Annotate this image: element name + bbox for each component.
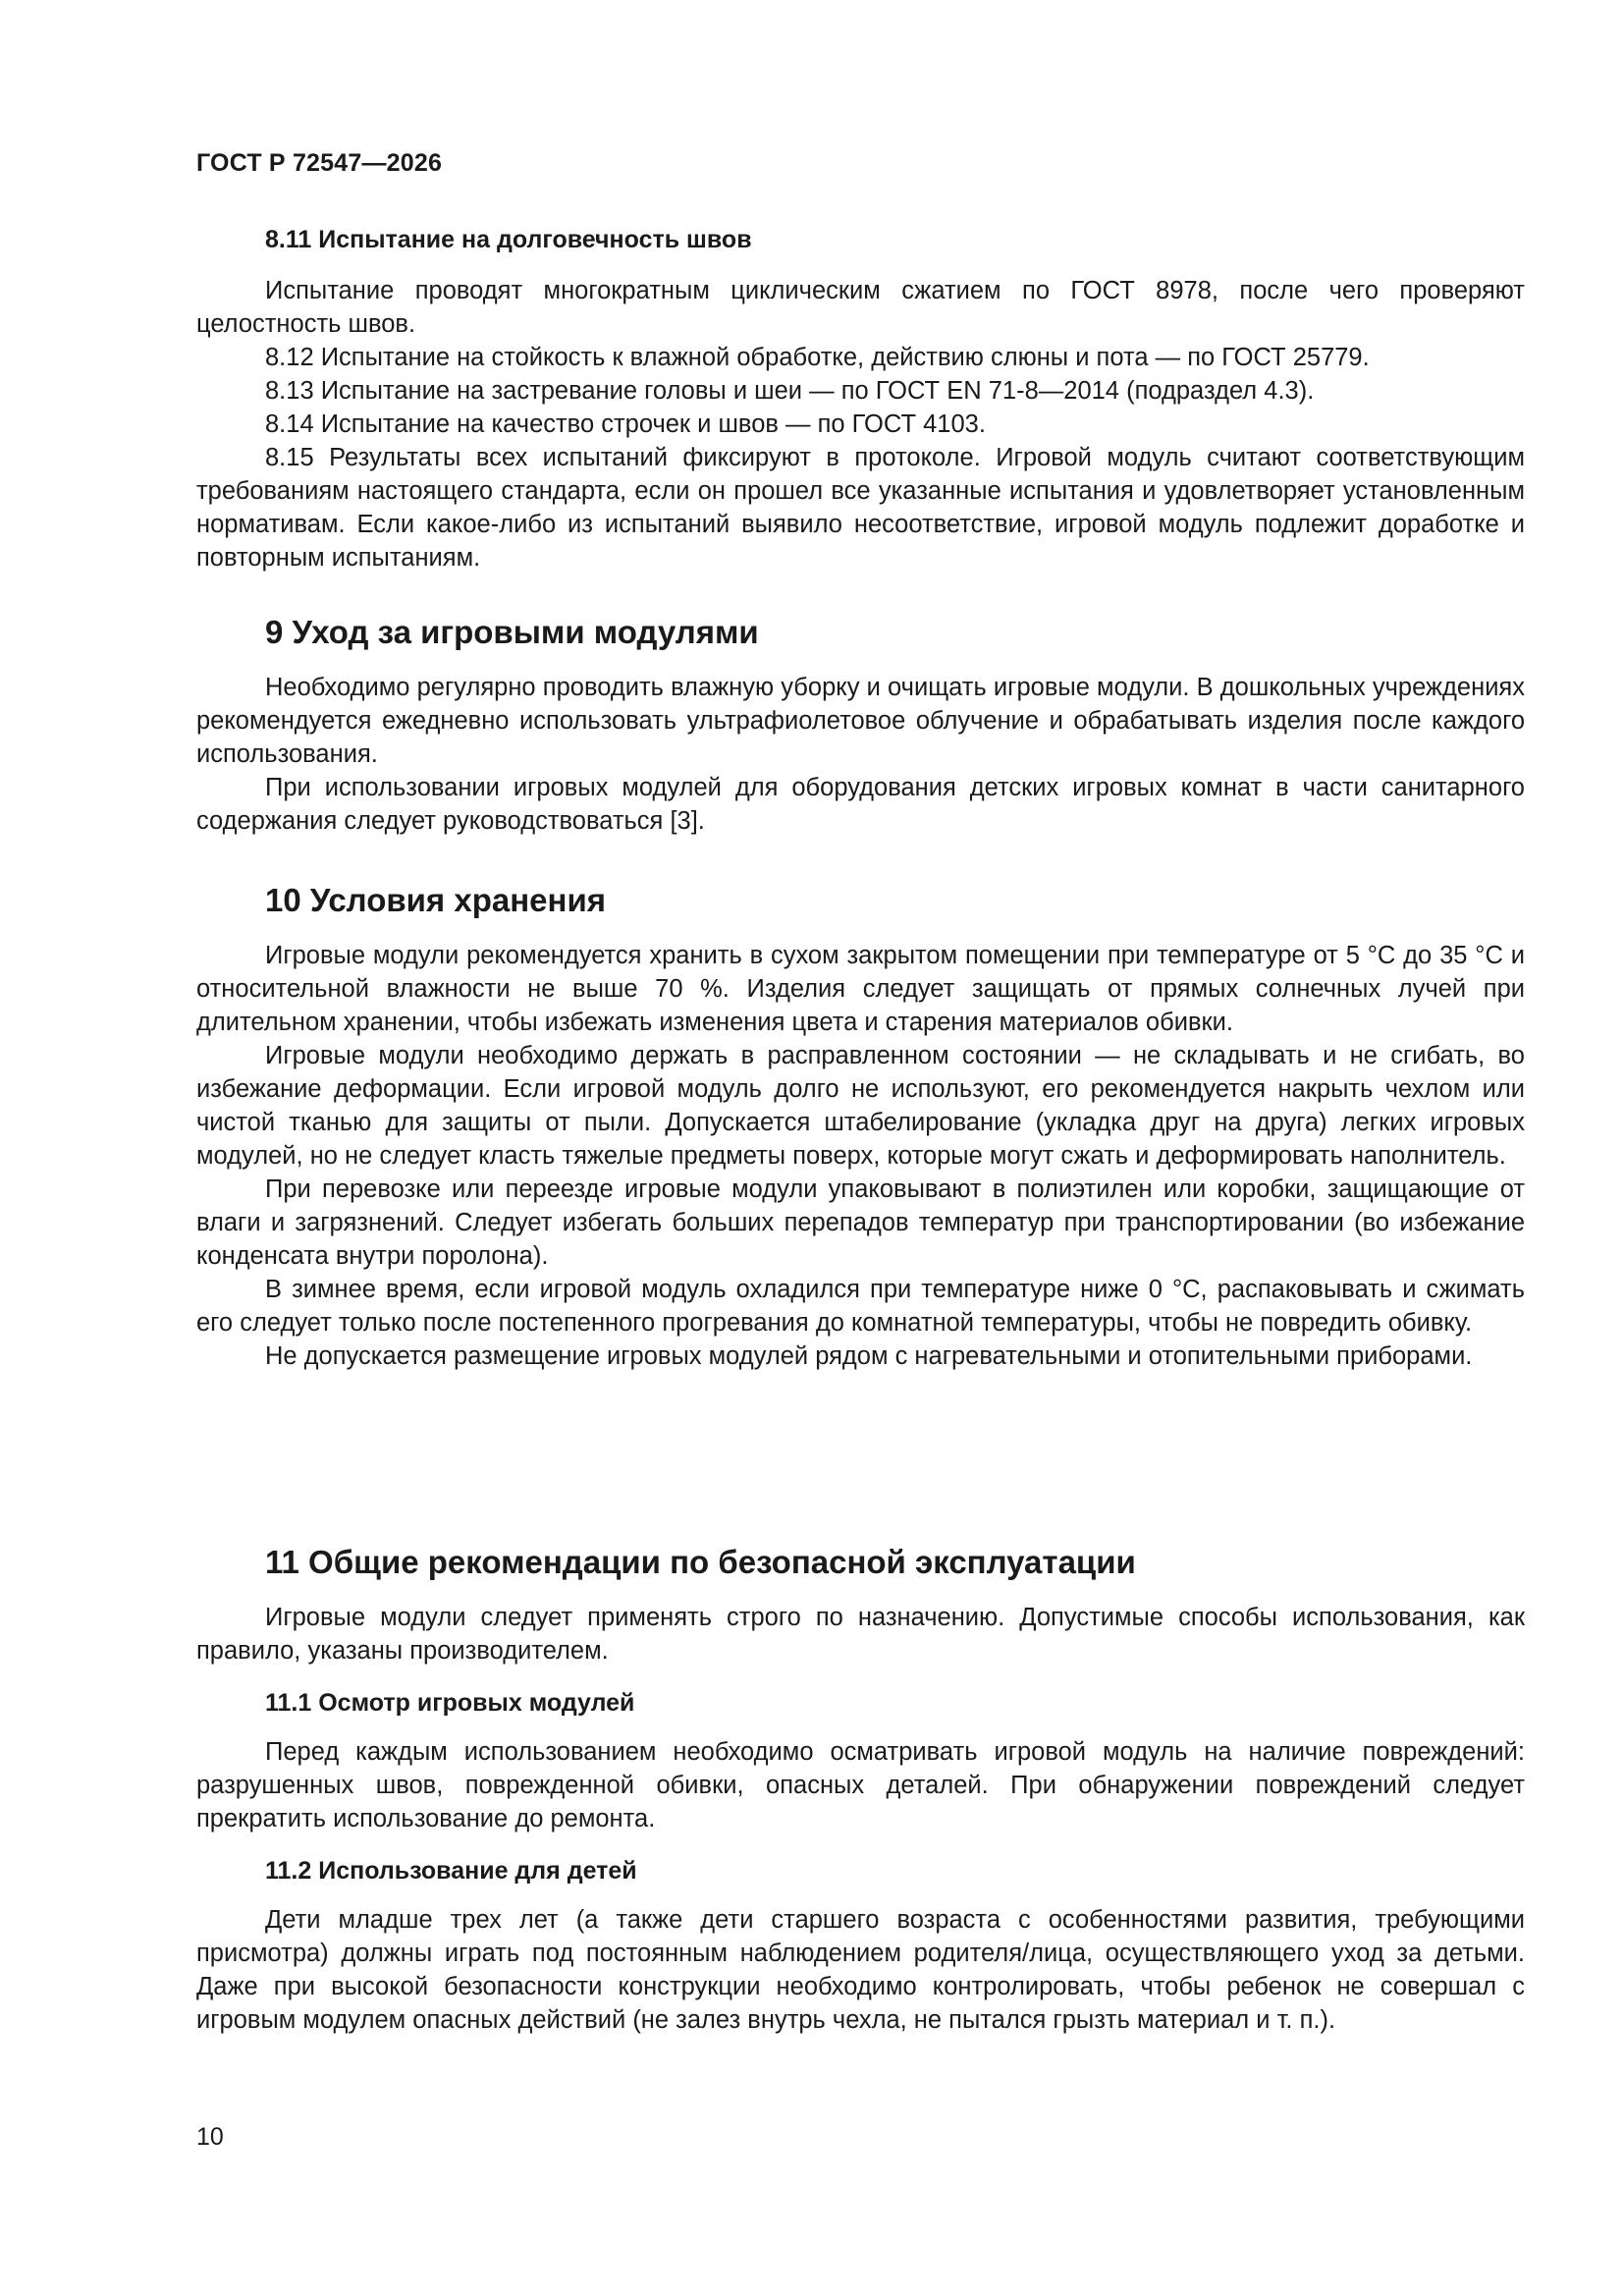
paragraph: Дети младше трех лет (а также дети старшего возраста с особенностями развития, требующими присмотра) должны играть под постоянным наблюдением родителя/лица, осуществляющего уход за детьми. Даже при высокой безопасности конструкции необходимо контролировать, чтобы ребенок не совершал с игровым модулем опасных действий (не залез внутрь чехла, не пытался грызть материал и т. п.). — [196, 1906, 1525, 2034]
paragraph: Необходимо регулярно проводить влажную уборку и очищать игровые модули. В дошкольных учреждениях рекомендуется ежедневно использовать ультрафиолетовое облучение и обрабатывать изделия после каждого использования. — [196, 674, 1525, 768]
paragraph: Игровые модули необходимо держать в расправленном состоянии — не складывать и не сгибать, во избежание деформации. Если игровой модуль долго не используют, его рекомендуется накрыть чехлом или чистой тканью для защиты от пыли. Допускается штабелирование (укладка друг на друга) легких игровых модулей, но не следует класть тяжелые предметы поверх, которые могут сжать и деформировать наполнитель. — [196, 1042, 1525, 1170]
section-10 — [196, 882, 1525, 1373]
section-11-2-heading: 11.2 Использование для детей — [265, 1857, 637, 1885]
section-8-11 — [196, 226, 1525, 574]
section-11 — [196, 1544, 1525, 2037]
section-9-heading: 9 Уход за игровыми модулями — [265, 614, 759, 650]
paragraph: 8.13 Испытание на застревание головы и шеи — по ГОСТ EN 71-8—2014 (подраздел 4.3). — [265, 377, 1315, 405]
section-9 — [196, 614, 1525, 838]
document-header: ГОСТ Р 72547—2026 — [196, 149, 443, 177]
paragraph: 8.12 Испытание на стойкость к влажной обработке, действию слюны и пота — по ГОСТ 25779. — [265, 344, 1370, 371]
paragraph: Игровые модули следует применять строго по назначению. Допустимые способы использования, как правило, указаны производителем. — [196, 1604, 1525, 1665]
section-8-11-heading: 8.11 Испытание на долговечность швов — [265, 226, 752, 253]
paragraph: 8.15 Результаты всех испытаний фиксируют в протоколе. Игровой модуль считают соответствующим требованиям настоящего стандарта, если он прошел все указанные испытания и удовлетворяет установленным нормативам. Если какое-либо из испытаний выявило несоответствие, игровой модуль подлежит доработке и повторным испытаниям. — [196, 444, 1525, 572]
paragraph: 8.14 Испытание на качество строчек и швов — по ГОСТ 4103. — [265, 410, 986, 438]
paragraph: Игровые модули рекомендуется хранить в сухом закрытом помещении при температуре от 5 °С до 35 °С и относительной влажности не выше 70 %. Изделия следует защищать от прямых солнечных лучей при длительном хранении, чтобы избежать изменения цвета и старения материалов обивки. — [196, 942, 1525, 1036]
paragraph: При перевозке или переезде игровые модули упаковывают в полиэтилен или коробки, защищающие от влаги и загрязнений. Следует избегать больших перепадов температур при транспортировании (во избежание конденсата внутри поролона). — [196, 1175, 1525, 1270]
section-10-heading: 10 Условия хранения — [265, 882, 606, 918]
page-number: 10 — [196, 2123, 224, 2151]
paragraph: При использовании игровых модулей для оборудования детских игровых комнат в части санитарного содержания следует руководствоваться [3]. — [196, 774, 1525, 835]
paragraph: В зимнее время, если игровой модуль охладился при температуре ниже 0 °С, распаковывать и сжимать его следует только после постепенного прогревания до комнатной температуры, чтобы не повредить обивку. — [196, 1276, 1525, 1337]
paragraph: Перед каждым использованием необходимо осматривать игровой модуль на наличие повреждений: разрушенных швов, поврежденной обивки, опасных деталей. При обнаружении повреждений следует прекратить использование до ремонта. — [196, 1738, 1525, 1832]
paragraph: Не допускается размещение игровых модулей рядом с нагревательными и отопительными приборами. — [265, 1342, 1473, 1370]
section-11-heading: 11 Общие рекомендации по безопасной эксплуатации — [265, 1544, 1136, 1580]
section-11-1-heading: 11.1 Осмотр игровых модулей — [265, 1689, 635, 1717]
paragraph: Испытание проводят многократным циклическим сжатием по ГОСТ 8978, после чего проверяют целостность швов. — [196, 277, 1525, 338]
